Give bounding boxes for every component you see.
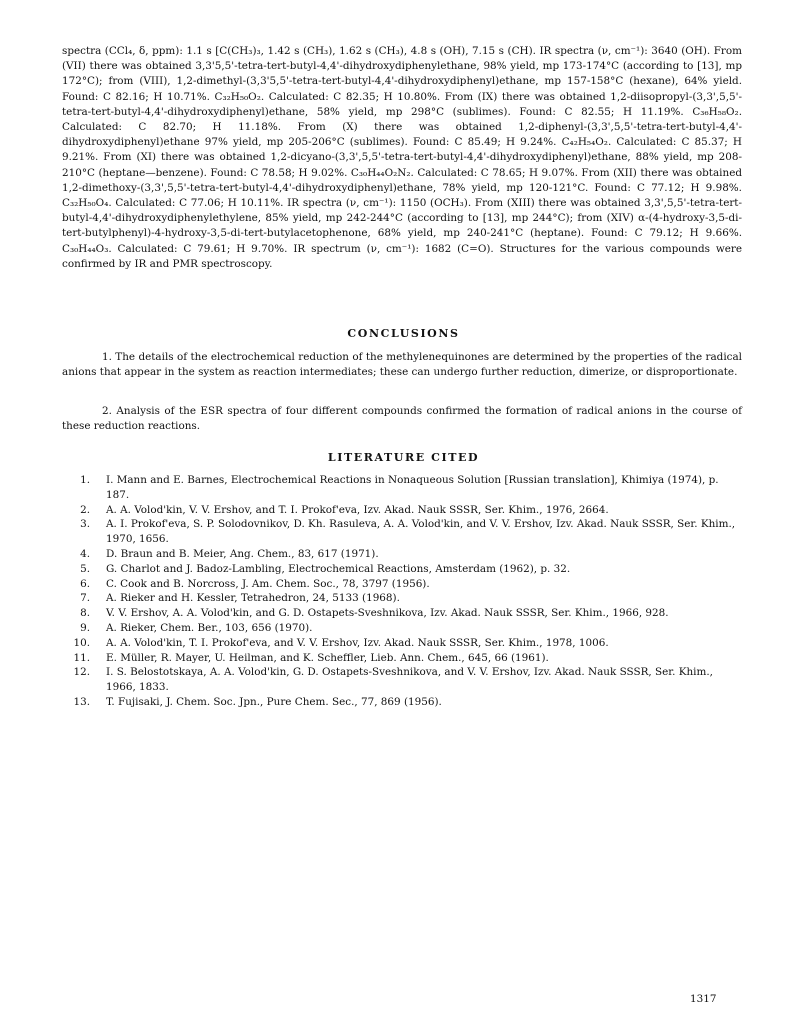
reference-number: 10. xyxy=(73,636,90,649)
reference-text: T. Fujisaki, J. Chem. Soc. Jpn., Pure Chem. Sec., 77, 869 (1956). xyxy=(106,695,442,708)
reference-item xyxy=(62,562,742,577)
reference-number: 12. xyxy=(73,666,90,679)
reference-text: A. Rieker, Chem. Ber., 103, 656 (1970). xyxy=(106,621,313,634)
reference-text: A. I. Prokof'eva, S. P. Solodovnikov, D. Kh. Rasuleva, A. A. Volod'kin, and V. V. Ershov, Izv. Akad. Nauk SSSR, Ser. Khim., 1970, 1656. xyxy=(106,518,736,546)
reference-item xyxy=(62,591,742,606)
reference-list xyxy=(62,473,742,710)
reference-item xyxy=(62,547,742,562)
reference-text: C. Cook and B. Norcross, J. Am. Chem. Soc., 78, 3797 (1956). xyxy=(106,577,430,590)
reference-item xyxy=(62,665,742,695)
reference-number: 11. xyxy=(73,651,90,664)
reference-item xyxy=(62,606,742,621)
reference-item xyxy=(62,621,742,636)
reference-number: 8. xyxy=(80,607,90,620)
reference-item xyxy=(62,651,742,666)
reference-text: I. S. Belostotskaya, A. A. Volod'kin, G. D. Ostapets-Sveshnikova, and V. V. Ershov, Izv. Akad. Nauk SSSR, Ser. Khim., 1966, 1833. xyxy=(106,666,713,694)
reference-item xyxy=(62,695,742,710)
reference-number: 7. xyxy=(80,592,90,605)
reference-text: A. A. Volod'kin, V. V. Ershov, and T. I. Prokof'eva, Izv. Akad. Nauk SSSR, Ser. Khim., 1976, 2664. xyxy=(106,503,609,516)
reference-text: G. Charlot and J. Badoz-Lambling, Electrochemical Reactions, Amsterdam (1962), p. 32. xyxy=(106,562,571,575)
experimental-paragraph: spectra (CCl₄, δ, ppm): 1.1 s [C(CH₃)₃, 1.42 s (CH₃), 1.62 s (CH₃), 4.8 s (OH), 7.15 s (CH). IR spectra (ν, cm⁻¹): 3640 (OH). From (VII) there was obtained 3,3'5,5'-tetra-tert-butyl-4,4'-dihydroxydiphenylethane, 98% yield, mp 173-174°C (according to [13], mp 172°C); from (VIII), 1,2-dimethyl-(3,3'5,5'-tetra-tert-butyl-4,4'-dihydroxydiphenyl)ethane, mp 157-158°C (hexane), 64% yield. Found: C 82.16; H 10.71%. C₃₂H₅₀O₂. Calculated: C 82.35; H 10.80%. From (IX) there was obtained 1,2-diisopropyl-(3,3',5,5'-tetra-tert-butyl-4,4'-dihydroxydiphenyl)ethane, 58% yield, mp 298°C (sublimes). Found: C 82.55; H 11.19%. C₃₆H₅₈O₂. Calculated: C 82.70; H 11.18%. From (X) there was obtained 1,2-diphenyl-(3,3',5,5'-tetra-tert-butyl-4,4'-dihydroxydiphenyl)ethane 97% yield, mp 205-206°C (sublimes). Found: C 85.49; H 9.24%. C₄₂H₅₄O₂. Calculated: C 85.37; H 9.21%. From (XI) there was obtained 1,2-dicyano-(3,3',5,5'-tetra-tert-butyl-4,4'-dihydroxydiphenyl)ethane, 88% yield, mp 208-210°C (heptane—benzene). Found: C 78.58; H 9.02%. C₃₀H₄₄O₂N₂. Calculated: C 78.65; H 9.07%. From (XII) there was obtained 1,2-dimethoxy-(3,3',5,5'-tetra-tert-butyl-4,4'-dihydroxydiphenyl)ethane, 78% yield, mp 120-121°C. Found: C 77.12; H 9.98%. C₃₂H₅₀O₄. Calculated: C 77.06; H 10.11%. IR spectra (ν, cm⁻¹): 1150 (OCH₃). From (XIII) there was obtained 3,3',5,5'-tetra-tert-butyl-4,4'-dihydroxydiphenylethylene, 85% yield, mp 242-244°C (according to [13], mp 244°C); from (XIV) α-(4-hydroxy-3,5-di-tert-butylphenyl)-4-hydroxy-3,5-di-tert-butylacetophenone, 68% yield, mp 240-241°C (heptane). Found: C 79.12; H 9.66%. C₃₀H₄₄O₃. Calculated: C 79.61; H 9.70%. IR spectrum (ν, cm⁻¹): 1682 (C=O). Structures for the various compounds were confirmed by IR and PMR spectroscopy. xyxy=(62,45,742,270)
page-number: 1317 xyxy=(690,993,717,1005)
reference-item xyxy=(62,503,742,518)
reference-item xyxy=(62,517,742,547)
reference-number: 3. xyxy=(80,518,90,531)
reference-number: 9. xyxy=(80,621,90,634)
reference-item xyxy=(62,577,742,592)
reference-text: E. Müller, R. Mayer, U. Heilman, and K. Scheffler, Lieb. Ann. Chem., 645, 66 (1961). xyxy=(106,651,549,664)
reference-item xyxy=(62,473,742,503)
reference-text: A. Rieker and H. Kessler, Tetrahedron, 24, 5133 (1968). xyxy=(106,592,400,605)
reference-item xyxy=(62,636,742,651)
conclusion-2: 2. Analysis of the ESR spectra of four different compounds confirmed the formation of radical anions in the course of these reduction reactions. xyxy=(62,405,742,433)
conclusion-1: 1. The details of the electrochemical reduction of the methylenequinones are determined by the properties of the radical anions that appear in the system as reaction intermediates; these can undergo further reduction, dimerize, or disproportionate. xyxy=(62,351,742,379)
reference-number: 6. xyxy=(80,577,90,590)
reference-number: 5. xyxy=(80,562,90,575)
reference-number: 1. xyxy=(80,474,90,486)
reference-text: D. Braun and B. Meier, Ang. Chem., 83, 617 (1971). xyxy=(106,547,379,560)
literature-cited-heading: LITERATURE CITED xyxy=(327,451,480,464)
reference-text: A. A. Volod'kin, T. I. Prokof'eva, and V. V. Ershov, Izv. Akad. Nauk SSSR, Ser. Khim., 1978, 1006. xyxy=(106,636,609,649)
reference-text: I. Mann and E. Barnes, Electrochemical Reactions in Nonaqueous Solution [Russian translation], Khimiya (1974), p. 187. xyxy=(106,474,719,501)
reference-text: V. V. Ershov, A. A. Volod'kin, and G. D. Ostapets-Sveshnikova, Izv. Akad. Nauk SSSR, Ser. Khim., 1966, 928. xyxy=(106,607,669,620)
reference-number: 4. xyxy=(80,547,90,560)
conclusions-heading: CONCLUSIONS xyxy=(347,327,460,340)
reference-number: 13. xyxy=(73,695,90,708)
reference-number: 2. xyxy=(80,503,90,516)
